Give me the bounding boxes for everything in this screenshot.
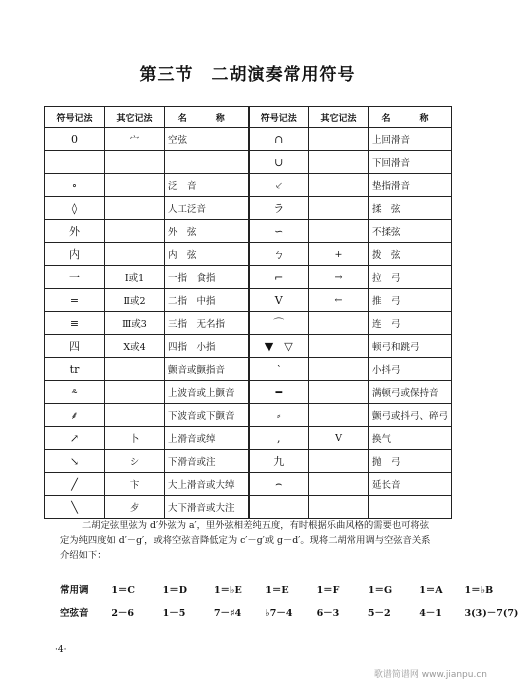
name-cell: 连 弓 xyxy=(369,312,452,335)
alt-notation-cell: → xyxy=(309,266,369,289)
name-cell: 上波音或上颤音 xyxy=(165,381,249,404)
name-cell: 上回滑音 xyxy=(369,128,452,151)
name-cell: 抛 弓 xyxy=(369,450,452,473)
alt-notation-cell: ← xyxy=(309,289,369,312)
table-row xyxy=(45,220,452,243)
table-row xyxy=(45,174,452,197)
table-row xyxy=(45,289,452,312)
alt-notation-cell: + xyxy=(309,243,369,266)
symbol-cell: ▼ ▽ xyxy=(249,335,309,358)
symbol-cell: ≡ xyxy=(45,312,105,335)
symbol-cell: 外 xyxy=(45,220,105,243)
alt-notation-cell xyxy=(105,381,165,404)
symbol-cell: 一 xyxy=(45,266,105,289)
alt-notation-cell xyxy=(309,174,369,197)
tuning-paragraph xyxy=(60,518,450,563)
key-value: 1＝E xyxy=(265,585,289,596)
name-cell: 人工泛音 xyxy=(165,197,249,220)
symbol-cell: 内 xyxy=(45,243,105,266)
alt-notation-cell xyxy=(309,197,369,220)
open-string-value: 4－1 xyxy=(419,608,442,619)
key-value: 1＝G xyxy=(367,585,393,596)
name-cell: 下滑音或注 xyxy=(165,450,249,473)
name-cell: 延长音 xyxy=(369,473,452,496)
table-header-row xyxy=(45,107,452,128)
header-cell: 符号记法 xyxy=(45,107,105,128)
name-cell: 拉 弓 xyxy=(369,266,452,289)
alt-notation-cell xyxy=(105,151,165,174)
open-string-value: 1－5 xyxy=(162,608,186,619)
table-row xyxy=(45,243,452,266)
header-cell: 其它记法 xyxy=(309,107,369,128)
alt-notation-cell: 卞 xyxy=(105,473,165,496)
alt-notation-cell: 卜 xyxy=(105,427,165,450)
name-cell: 不揉弦 xyxy=(369,220,452,243)
alt-notation-cell xyxy=(309,312,369,335)
header-cell: 名 称 xyxy=(369,107,452,128)
open-string-value: 3(3)－7(7) xyxy=(464,608,518,619)
open-string-value: 7－♯4 xyxy=(213,608,242,619)
alt-notation-cell xyxy=(105,358,165,381)
name-cell: 内 弦 xyxy=(165,243,249,266)
table-row xyxy=(45,335,452,358)
name-cell: 大上滑音或大绰 xyxy=(165,473,249,496)
name-cell: 一指 食指 xyxy=(165,266,249,289)
alt-notation-cell xyxy=(105,197,165,220)
symbol-cell: ⸙ xyxy=(45,404,105,427)
open-strings-row xyxy=(60,605,518,619)
name-cell: 三指 无名指 xyxy=(165,312,249,335)
symbol-cell: ↘ xyxy=(45,450,105,473)
symbol-cell: ‵ xyxy=(249,358,309,381)
symbol-cell: 四 xyxy=(45,335,105,358)
key-value: 1＝A xyxy=(419,585,443,596)
alt-notation-cell xyxy=(309,381,369,404)
symbol-cell: ━ xyxy=(249,381,309,404)
table-row xyxy=(45,404,452,427)
symbol-cell: ╱ xyxy=(45,473,105,496)
key-value: 1＝F xyxy=(316,585,340,596)
name-cell xyxy=(369,496,452,519)
table-row xyxy=(45,358,452,381)
name-cell: 大下滑音或大注 xyxy=(165,496,249,519)
alt-notation-cell: Ⅹ或4 xyxy=(105,335,165,358)
symbol-cell: ⌢ xyxy=(249,473,309,496)
alt-notation-cell xyxy=(309,450,369,473)
symbol-cell: ∪ xyxy=(249,151,309,174)
header-cell: 名 称 xyxy=(165,107,249,128)
alt-notation-cell: シ xyxy=(105,450,165,473)
symbol-cell: , xyxy=(249,427,309,450)
alt-notation-cell: V xyxy=(309,427,369,450)
name-cell: 外 弦 xyxy=(165,220,249,243)
name-cell: 颤弓或抖弓、碎弓 xyxy=(369,404,452,427)
alt-notation-cell xyxy=(309,220,369,243)
name-cell: 上滑音或绰 xyxy=(165,427,249,450)
alt-notation-cell: Ⅱ或2 xyxy=(105,289,165,312)
alt-notation-cell: Ⅲ或3 xyxy=(105,312,165,335)
table-row xyxy=(45,266,452,289)
table-row xyxy=(45,128,452,151)
symbol-cell xyxy=(249,496,309,519)
alt-notation-cell xyxy=(309,128,369,151)
table-row xyxy=(45,427,452,450)
name-cell: 揉 弦 xyxy=(369,197,452,220)
key-value: 1＝♭B xyxy=(464,585,494,596)
common-keys-row xyxy=(60,582,494,596)
name-cell: 顿弓和跳弓 xyxy=(369,335,452,358)
symbol-cell: ⌐ xyxy=(249,266,309,289)
name-cell: 泛 音 xyxy=(165,174,249,197)
alt-notation-cell xyxy=(105,243,165,266)
name-cell: 四指 小指 xyxy=(165,335,249,358)
symbol-cell: ⸗ xyxy=(249,404,309,427)
header-cell: 其它记法 xyxy=(105,107,165,128)
symbol-cell: ∩ xyxy=(249,128,309,151)
symbol-cell: ↗ xyxy=(45,427,105,450)
open-string-value: 5－2 xyxy=(367,608,391,619)
name-cell: 空弦 xyxy=(165,128,249,151)
name-cell: 满顿弓或保持音 xyxy=(369,381,452,404)
name-cell: 拨 弦 xyxy=(369,243,452,266)
symbol-cell: ⸛ xyxy=(45,381,105,404)
alt-notation-cell: Ⅰ或1 xyxy=(105,266,165,289)
table-row xyxy=(45,151,452,174)
alt-notation-cell xyxy=(309,404,369,427)
key-value: 1＝C xyxy=(111,585,135,596)
alt-notation-cell xyxy=(309,151,369,174)
alt-notation-cell xyxy=(105,174,165,197)
name-cell: 换气 xyxy=(369,427,452,450)
key-value: 1＝♭E xyxy=(213,585,242,596)
symbol-cell: ∽ xyxy=(249,220,309,243)
symbol-cell: 九 xyxy=(249,450,309,473)
symbol-cell: ㄅ xyxy=(249,243,309,266)
row-label: 空弦音 xyxy=(60,608,89,619)
name-cell: 小抖弓 xyxy=(369,358,452,381)
table-row xyxy=(45,312,452,335)
open-string-value: 2－6 xyxy=(111,608,135,619)
table-row xyxy=(45,473,452,496)
key-value: 1＝D xyxy=(162,585,187,596)
name-cell: 推 弓 xyxy=(369,289,452,312)
alt-notation-cell xyxy=(309,358,369,381)
paragraph-line: 二胡定弦里弦为 d′外弦为 a′，里外弦相差纯五度，有时根据乐曲风格的需要也可将弦 xyxy=(82,520,430,531)
name-cell: 下回滑音 xyxy=(369,151,452,174)
table-row xyxy=(45,450,452,473)
name-cell xyxy=(165,151,249,174)
symbol-cell: ⸔ xyxy=(249,174,309,197)
paragraph-line: 定为纯四度如 d′－g′，或将空弦音降低定为 c′－g′或 g－d′。现将二胡常用调与空弦音关系 xyxy=(60,535,431,546)
symbol-table xyxy=(44,106,452,519)
alt-notation-cell xyxy=(105,404,165,427)
symbol-cell: ラ xyxy=(249,197,309,220)
table-row xyxy=(45,381,452,404)
alt-notation-cell xyxy=(309,335,369,358)
header-cell: 符号记法 xyxy=(249,107,309,128)
symbol-cell: V xyxy=(249,289,309,312)
symbol-cell: ∘ xyxy=(45,174,105,197)
symbol-cell: 0 xyxy=(45,128,105,151)
name-cell: 下波音或下颤音 xyxy=(165,404,249,427)
alt-notation-cell: 宀 xyxy=(105,128,165,151)
open-string-value: 6－3 xyxy=(316,608,340,619)
symbol-cell: tr xyxy=(45,358,105,381)
paragraph-line: 介绍如下： xyxy=(60,550,107,561)
table-row xyxy=(45,496,452,519)
alt-notation-cell xyxy=(309,496,369,519)
symbol-cell: = xyxy=(45,289,105,312)
table-row xyxy=(45,197,452,220)
symbol-cell xyxy=(45,151,105,174)
symbol-cell: ⌒ xyxy=(249,312,309,335)
page-number: ·4· xyxy=(55,645,67,655)
open-string-value: ♭7－4 xyxy=(265,608,293,619)
alt-notation-cell xyxy=(309,473,369,496)
symbol-cell: ╲ xyxy=(45,496,105,519)
page-title: 第三节 二胡演奏常用符号 xyxy=(139,65,356,85)
alt-notation-cell: 歺 xyxy=(105,496,165,519)
name-cell: 颤音或颤指音 xyxy=(165,358,249,381)
alt-notation-cell xyxy=(105,220,165,243)
name-cell: 二指 中指 xyxy=(165,289,249,312)
row-label: 常用调 xyxy=(60,585,89,596)
watermark: 歌谱简谱网 www.jianpu.cn xyxy=(373,670,487,680)
name-cell: 垫指滑音 xyxy=(369,174,452,197)
symbol-cell: ◊ xyxy=(45,197,105,220)
